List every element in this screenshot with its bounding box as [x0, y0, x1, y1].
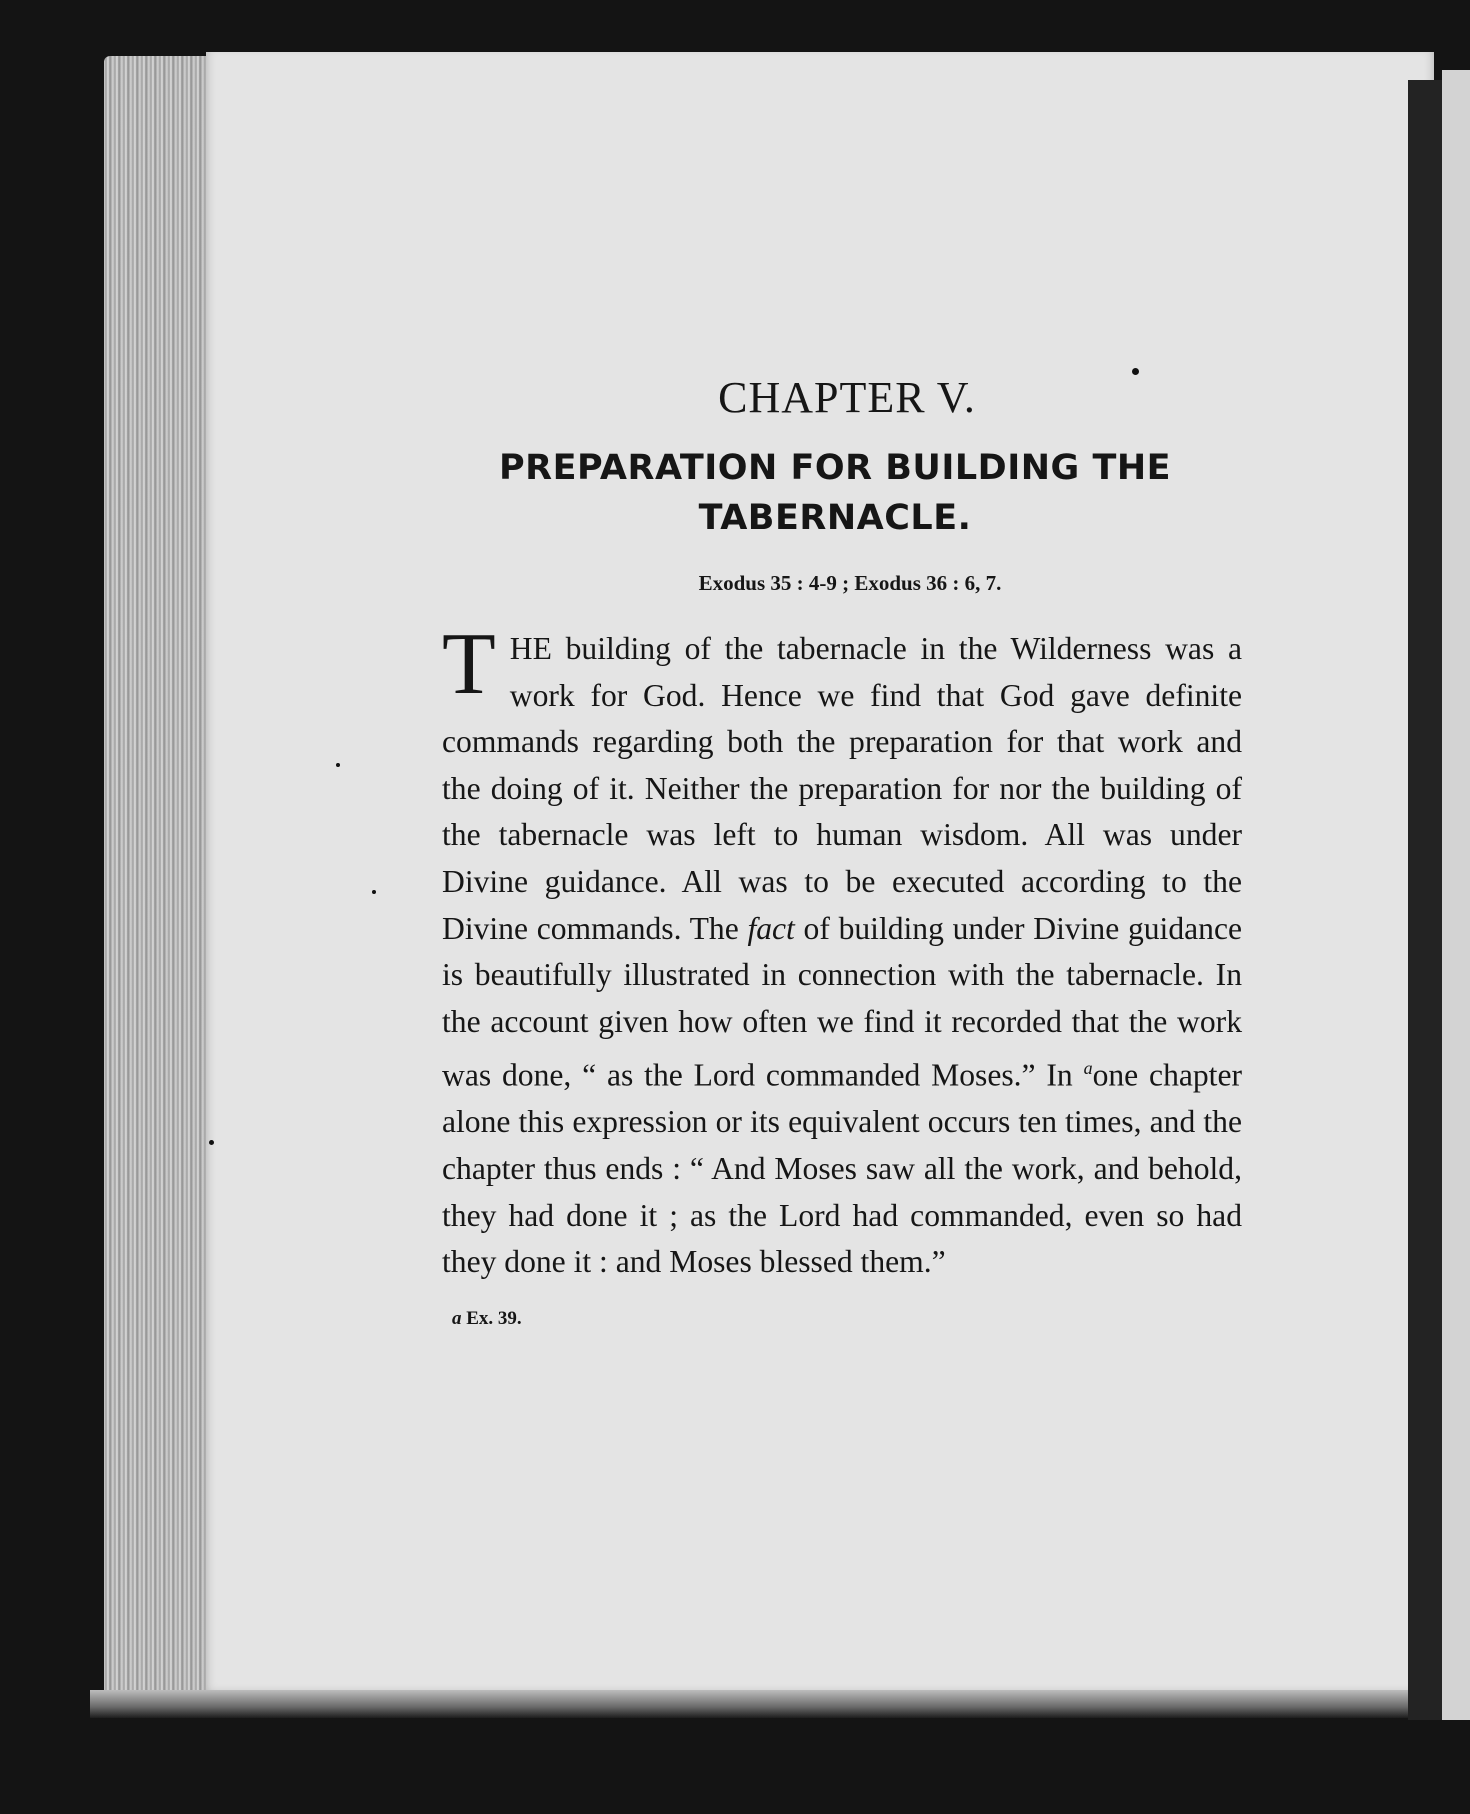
chapter-title-line-1: PREPARATION FOR BUILDING THE [498, 448, 1172, 488]
adjacent-page [1442, 70, 1470, 1720]
chapter-title [428, 443, 1242, 543]
emphasis-word: fact [747, 910, 795, 946]
dust-speck [372, 890, 376, 894]
footnote-text: Ex. 39. [461, 1307, 522, 1329]
dust-speck [209, 1140, 214, 1145]
dust-speck [336, 763, 340, 767]
book-gutter [1408, 80, 1442, 1720]
body-text-part-2: of building under Divine guidance is beautifully illustrated in connection with the tabernacle. In the account given how often we find it recorded that the work was done, “ as the Lord commanded Moses.” In [442, 910, 1242, 1093]
footnote-letter: a [452, 1307, 462, 1329]
body-text-part-1: HE building of the tabernacle in the Wilderness was a work for God. Hence we find that God gave definite commands regarding both the preparation for that work and the doing of it. Neither the preparation for nor the building of the tabernacle was left to human wisdom. All was under Divine guidance. All was to be executed according to the Divine commands. The [442, 631, 1242, 946]
page-content [428, 372, 1242, 1330]
scripture-reference: Exodus 35 : 4-9 ; Exodus 36 : 6, 7. [698, 571, 1002, 595]
body-paragraph [428, 616, 1243, 1286]
footnote-marker: a [1083, 1058, 1093, 1079]
footnote [428, 1308, 1242, 1330]
chapter-heading: CHAPTER V. [718, 373, 976, 422]
body-text-part-3: one chapter alone this expression or its equivalent occurs ten times, and the chapter thus ends : “ And Moses saw all the work, and behold, they had done it ; as the Lord had commanded, even so had they done it : and Moses blessed them.” [442, 1057, 1243, 1280]
drop-cap: T [442, 616, 496, 713]
chapter-title-line-2: TABERNACLE. [698, 498, 972, 538]
book-bottom-edge [90, 1690, 1440, 1718]
